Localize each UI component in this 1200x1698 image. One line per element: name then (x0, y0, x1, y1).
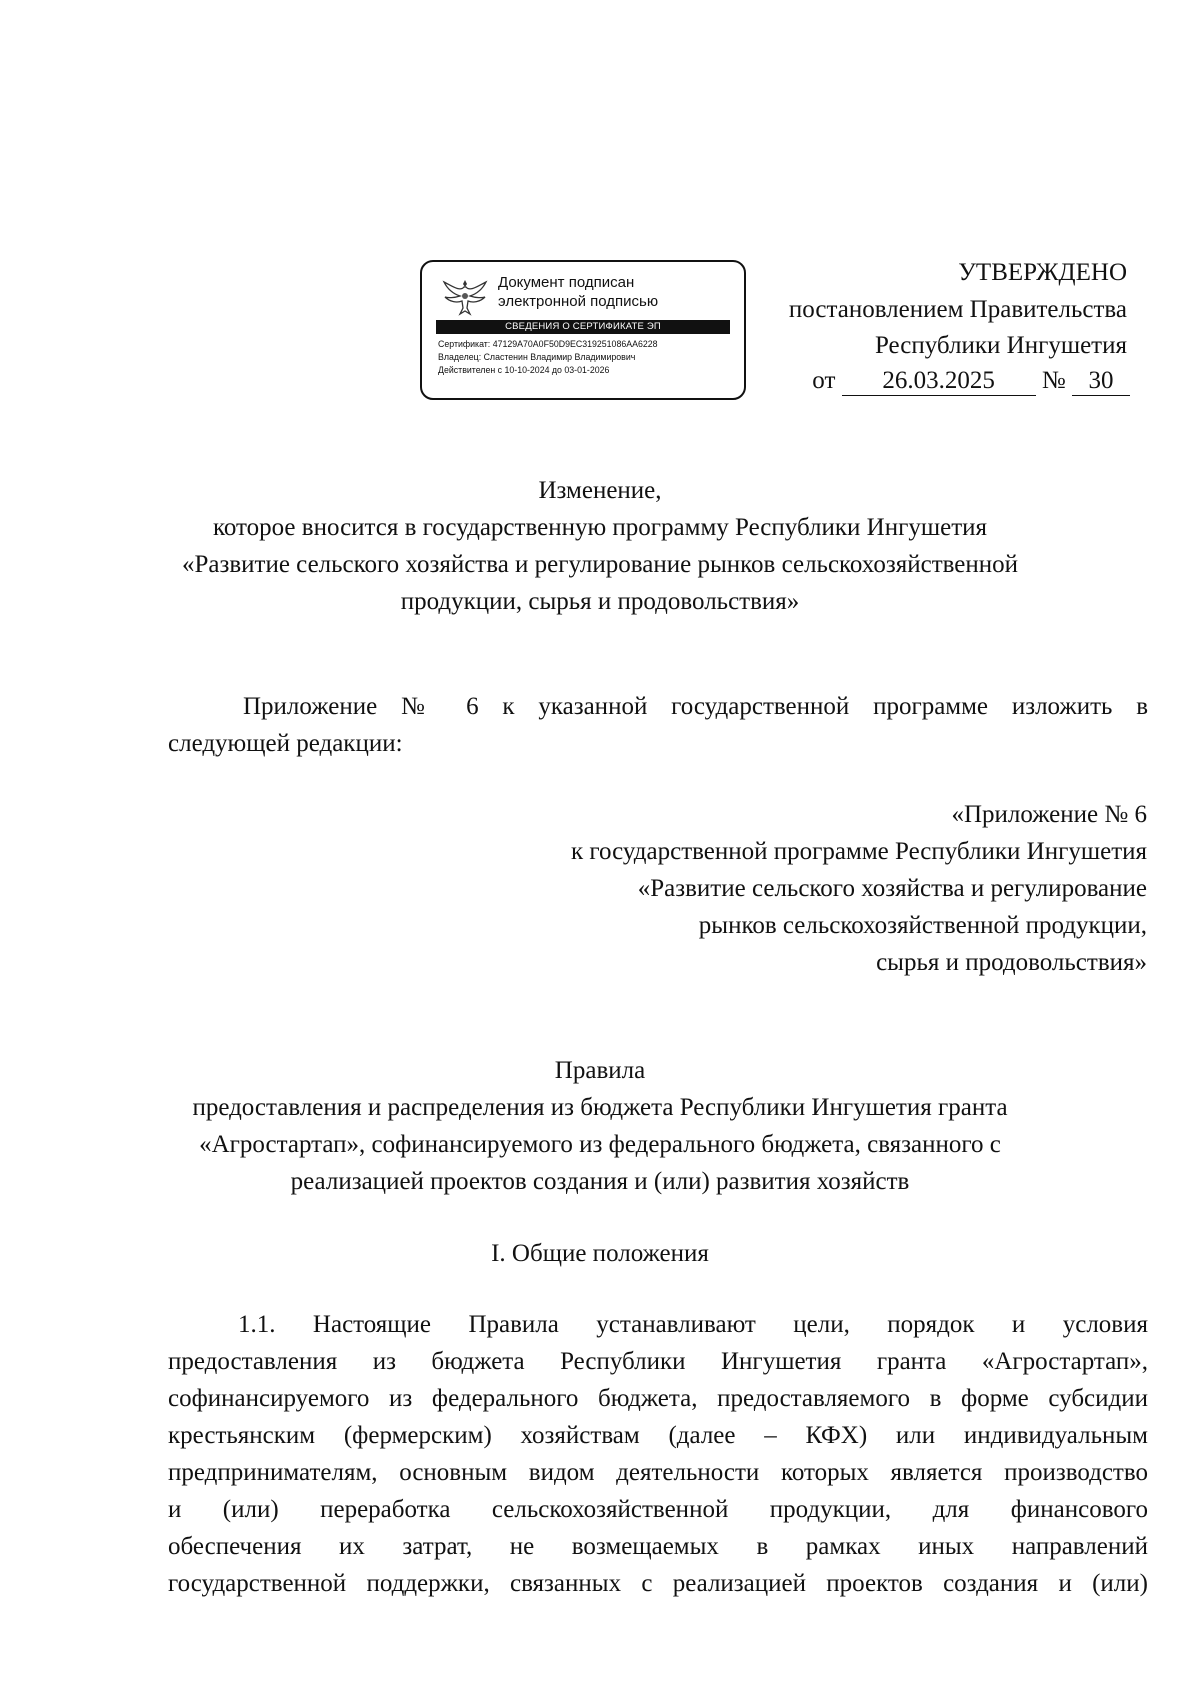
approval-date-line (812, 364, 1130, 398)
certificate-number: Сертификат: 47129A70A0F50D9EC319251086AA6228 (438, 339, 658, 349)
approval-date: 26.03.2025 (842, 367, 1036, 396)
approval-line-2: Республики Ингушетия (874, 332, 1127, 359)
paragraph-line: 1.1. Настоящие Правила устанавливают цели, порядок и условия (238, 1311, 1148, 1338)
signature-stamp (420, 260, 746, 400)
instruction-line-1: Приложение № 6 к указанной государственной программе изложить в (243, 693, 1148, 720)
rules-title: Правила (554, 1057, 646, 1084)
stamp-line-2: электронной подписью (498, 293, 659, 310)
paragraph-line: софинансируемого из федерального бюджета, предоставляемого в форме субсидии (168, 1385, 1148, 1412)
approval-number: 30 (1072, 367, 1130, 396)
date-prefix: от (812, 367, 836, 394)
number-label: № (1041, 367, 1066, 394)
paragraph-line: и (или) переработка сельскохозяйственной продукции, для финансового (168, 1496, 1148, 1523)
appendix-header-line: сырья и продовольствия» (876, 949, 1147, 976)
stamp-line-1: Документ подписан (498, 274, 635, 291)
certificate-owner: Владелец: Сластенин Владимир Владимирович (438, 352, 636, 362)
section-title: I. Общие положения (491, 1240, 709, 1267)
rules-heading-line: реализацией проектов создания и (или) развития хозяйств (290, 1168, 910, 1195)
eagle-emblem-icon (440, 272, 490, 318)
appendix-header-line: «Развитие сельского хозяйства и регулирование (637, 875, 1147, 902)
appendix-header-line: «Приложение № 6 (951, 801, 1147, 828)
paragraph-line: государственной поддержки, связанных с реализацией проектов создания и (или) (168, 1570, 1148, 1597)
paragraph-line: предпринимателям, основным видом деятельности которых является производство (168, 1459, 1148, 1486)
change-heading-line: «Развитие сельского хозяйства и регулирование рынков сельскохозяйственной (181, 551, 1019, 578)
instruction-line-2: следующей редакции: (168, 730, 403, 757)
change-heading-line: которое вносится в государственную программу Республики Ингушетия (212, 514, 988, 541)
change-heading-line: продукции, сырья и продовольствия» (400, 588, 800, 615)
change-title: Изменение, (538, 477, 662, 504)
appendix-header-line: рынков сельскохозяйственной продукции, (698, 912, 1147, 939)
paragraph-line: предоставления из бюджета Республики Ингушетия гранта «Агростартап», (168, 1348, 1148, 1375)
rules-heading-line: предоставления и распределения из бюджета Республики Ингушетия гранта (192, 1094, 1008, 1121)
rules-heading-line: «Агростартап», софинансируемого из федерального бюджета, связанного с (199, 1131, 1001, 1158)
approval-title: УТВЕРЖДЕНО (958, 259, 1127, 286)
certificate-validity: Действителен с 10-10-2024 до 03-01-2026 (438, 365, 610, 375)
paragraph-line: обеспечения их затрат, не возмещаемых в рамках иных направлений (168, 1533, 1148, 1560)
certificate-info-bar: СВЕДЕНИЯ О СЕРТИФИКАТЕ ЭП (436, 320, 730, 334)
appendix-header-line: к государственной программе Республики Ингушетия (570, 838, 1147, 865)
approval-line-1: постановлением Правительства (788, 296, 1127, 323)
paragraph-line: крестьянским (фермерским) хозяйствам (далее – КФХ) или индивидуальным (168, 1422, 1148, 1449)
